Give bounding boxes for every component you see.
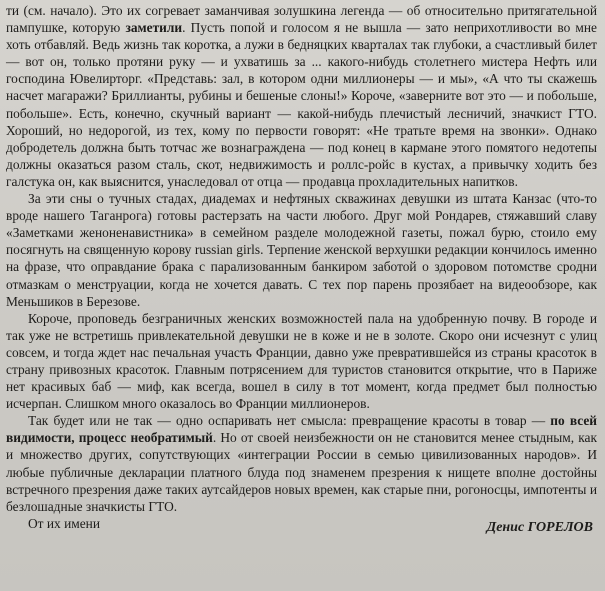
signature-line: [6, 515, 597, 537]
paragraph-4: [6, 412, 597, 515]
paragraph-1-part-c: . Пусть попой и голосом я не вышла — зато неприхотливости во мне хоть отбавляй. Ведь жизнь так коротка, а лужи в бедняцких кварталах так глубоки, а счастливый билет — вот он, только протяни руку — и ухватишь за ... какого-нибудь столетнего мистера Нефть или господина Ювелирторг. «Представь: зал, в котором одни миллионеры — и мы», «А что ты скажешь насчет магаражи? Бриллианты, рубины и бешеные слоны!» Короче, «заверните вот это — и побольше, побольше». Есть, конечно, скучный вариант — какой-нибудь плечистый лесничий, значкист ГТО. Хороший, но недорогой, из тех, кому по первости говорят: «Не тратьте время на звонки». Однако добродетель должна быть тотчас же вознаграждена — под конец в кармане этого помятого недотепы должны оказаться разом сталь, скот, недвижимость и роллс-ройс в кустах, а привычку ходить без галстука он, как выяснится, унаследовал от отца — продавца прохладительных напитков.: [6, 20, 597, 189]
paragraph-4-part-a: Так будет или не так — одно оспаривать нет смысла: превращение красоты в товар —: [28, 413, 551, 429]
paragraph-3: Короче, проповедь безграничных женских возможностей пала на удобренную почву. В городе и так уже не встретишь привлекательной девушки не в коже и не в золоте. Скоро они исчезнут с улиц совсем, и тогда ждет нас печальная участь Франции, давно уже превратившейся из страны красоток в страну привозных красоток. Главным потрясением для туристов становится открытие, что в Париже нет красивых баб — миф, как всегда, вошел в силу в тот момент, когда предмет был полностью исчерпан. Слишком много оказалось во Франции миллионеров.: [6, 310, 597, 412]
author-name: Денис ГОРЕЛОВ: [486, 519, 593, 535]
paragraph-2: За эти сны о тучных стадах, диадемах и нефтяных скважинах девушки из штата Канзас (что-то вроде нашего Таганрога) готовы растерзать на части любого. Друг мой Рондарев, стяжавший славу «Заметками женоненавистника» в семейном разделе молодежной газеты, пожал бурю, стоило ему посягнуть на священную корову russian girls. Терпение женской верхушки редакции кончилось именно на фразе, что оправдание брака с парализованным банкиром заботой о здоровом потомстве сродни отмазкам о менструации, когда не хочется давать. С тех пор парень прозябает на видеообзоре, как Меньшиков в Березове.: [6, 191, 597, 309]
signoff-text: От их имени: [28, 515, 100, 531]
paragraph-4-bold-phrase: по всей видимости, процесс необратимый: [6, 413, 597, 446]
paragraph-1: [6, 2, 597, 190]
paragraph-1-part-a: ти (см. начало). Это их согревает заманчивая золушкина легенда — об относительно притягательной пампушке, которую: [6, 3, 597, 36]
paragraph-1-bold-word: заметили: [125, 20, 183, 36]
paragraph-4-part-c: . Но от своей неизбежности он не становится менее стыдным, как и множество других, сопутствующих «интеграции России в семью цивилизованных народов». И любые публичные декларации платного блуда под знаменем презрения к нищете вполне достойны встречного презрения даже таких аутсайдеров новых времен, как старые пни, рогоносцы, импотенты и безлошадные значкисты ГТО.: [6, 430, 597, 514]
